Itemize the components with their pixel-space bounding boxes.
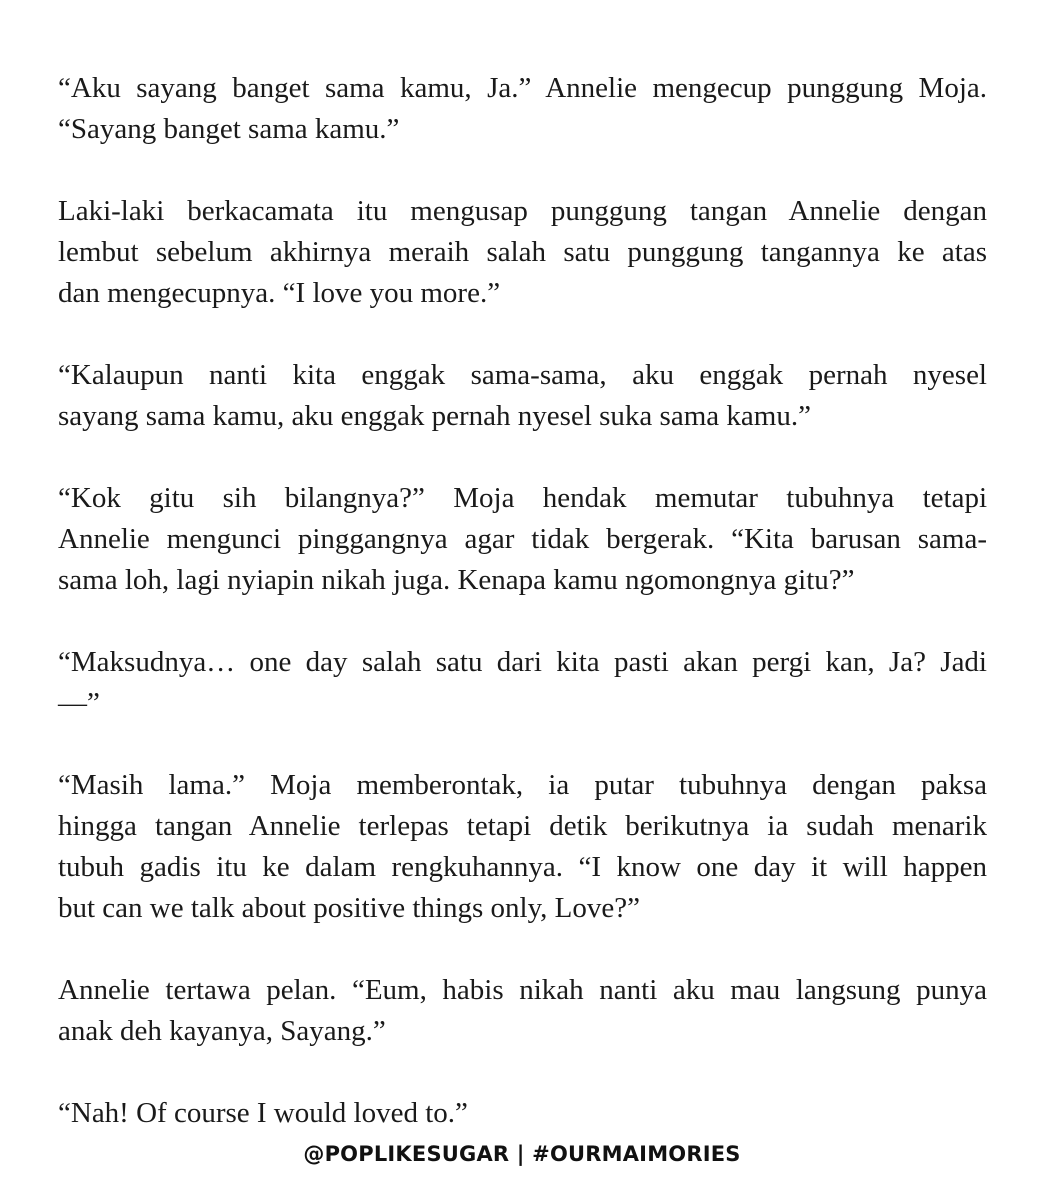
text-line: sayang sama kamu, aku enggak pernah nyesel suka sama kamu.” [58,400,811,432]
paragraph-8 [58,1093,987,1134]
story-text [58,68,987,1175]
paragraph-7 [58,970,987,1052]
text-line: tubuh gadis itu ke dalam rengkuhannya. “I know one day it will happen [58,851,987,883]
text-line: “Kalaupun nanti kita enggak sama-sama, aku enggak pernah nyesel [58,359,987,391]
paragraph-6 [58,765,987,929]
paragraph-2 [58,191,987,314]
text-line: lembut sebelum akhirnya meraih salah satu punggung tangannya ke atas [58,236,987,268]
text-line: Laki-laki berkacamata itu mengusap punggung tangan Annelie dengan [58,195,987,227]
text-line: Annelie tertawa pelan. “Eum, habis nikah nanti aku mau langsung punya [58,974,987,1006]
text-line: dan mengecupnya. “I love you more.” [58,277,501,309]
text-line: anak deh kayanya, Sayang.” [58,1015,386,1047]
text-line: “Masih lama.” Moja memberontak, ia putar tubuhnya dengan paksa [58,769,987,801]
text-line: Annelie mengunci pinggangnya agar tidak bergerak. “Kita barusan sama- [58,523,987,555]
paragraph-1 [58,68,987,150]
footer-credit: @POPLIKESUGAR | #OURMAIMORIES [303,1142,741,1166]
paragraph-5 [58,642,987,724]
text-line: but can we talk about positive things only, Love?” [58,892,641,924]
text-line: “Aku sayang banget sama kamu, Ja.” Annelie mengecup punggung Moja. [58,72,987,104]
text-line: “Kok gitu sih bilangnya?” Moja hendak memutar tubuhnya tetapi [58,482,987,514]
text-line: sama loh, lagi nyiapin nikah juga. Kenapa kamu ngomongnya gitu?” [58,564,855,596]
paragraph-3 [58,355,987,437]
text-line: “Sayang banget sama kamu.” [58,113,400,145]
text-line: hingga tangan Annelie terlepas tetapi detik berikutnya ia sudah menarik [58,810,987,842]
text-line: “Maksudnya… one day salah satu dari kita pasti akan pergi kan, Ja? Jadi [58,646,987,678]
text-line: “Nah! Of course I would loved to.” [58,1097,468,1129]
paragraph-4 [58,478,987,601]
text-line: —” [58,687,100,719]
